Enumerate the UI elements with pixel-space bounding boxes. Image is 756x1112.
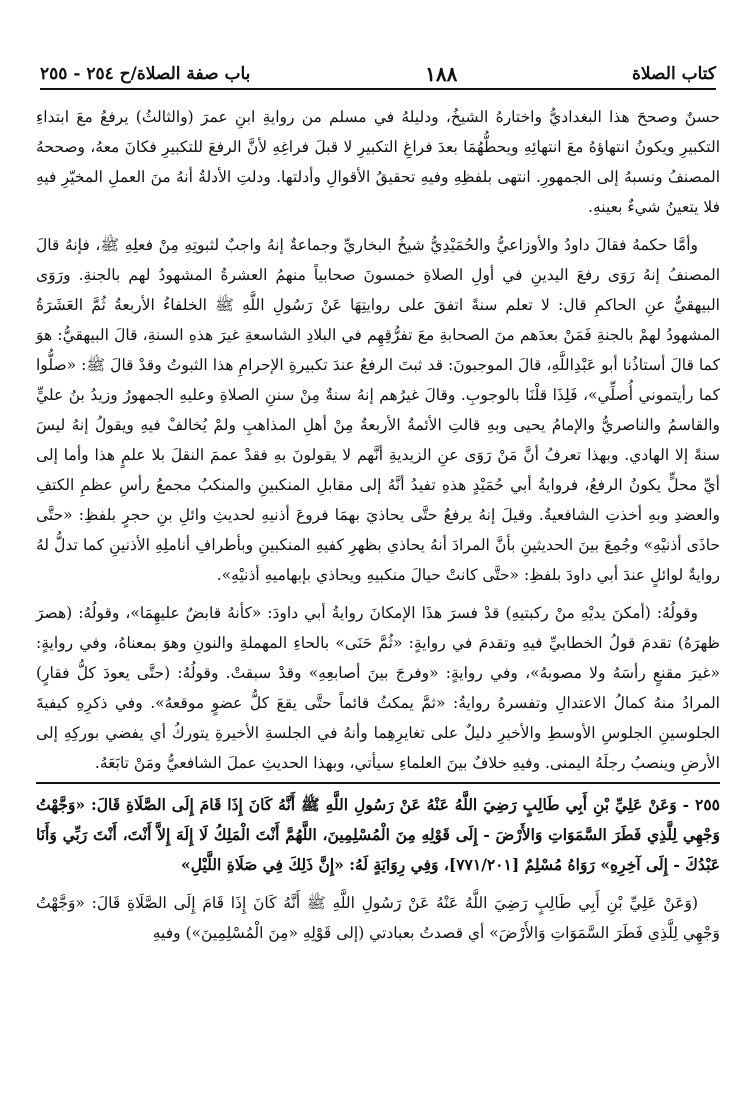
paragraph: حسنٌ وصححَ هذا البغداديُّ واختارهُ الشيخُ، ودليلهُ في مسلم من روايةِ ابنِ عمرَ (والثالثُ) يرفعُ معَ ابتداءِ التكبيرِ ويكونُ انتهاؤهُ معَ انتهائِهِ ويحطُّهُمَا بعدَ فراغِ التكبيرِ لا قبلَ فراغِهِ لأنَّ الرفعَ للتكبيرِ فكانَ معهُ، وصححهُ المصنفُ ونسبهُ إلى الجمهورِ. انتهى بلفظِهِ وفيهِ تحقيقُ الأقوالِ وأدلتها. ودلتِ الأدلةُ أنهُ منَ العملِ المخيّرِ فيهِ فلا يتعينُ شيءٌ بعينهِ. <box>36 108 720 216</box>
book-title: كتاب الصلاة <box>631 64 716 84</box>
section-divider <box>36 782 720 784</box>
hadith-text: ٢٥٥ - وَعَنْ عَلِيِّ بْنِ أَبِي طَالِبٍ رَضِيَ اللَّهُ عَنْهُ عَنْ رَسُولِ اللَّهِ ﷺ أَنَّهُ كَانَ إِذَا قَامَ إِلَى الصَّلَاةِ قَالَ: «وَجَّهْتُ وَجْهِي لِلَّذِي فَطَرَ السَّمَوَاتِ وَالأَرْضَ - إِلَى قَوْلِهِ مِنَ الْمُسْلِمِينَ، اللَّهُمَّ أَنْتَ الْمَلِكُ لَا إِلَهَ إِلاَّ أَنْتَ، أَنْتَ رَبِّي وَأَنَا عَبْدُكَ - إِلَى آخِرِهِ» رَوَاهُ مُسْلِمٌ [٧٧١/٢٠١]، وَفِي رِوَايَةٍ لَهُ: «إِنَّ ذَلِكَ فِي صَلَاةِ اللَّيْلِ» <box>36 795 720 874</box>
hadith-commentary: (وَعَنْ عَلِيِّ بْنِ أَبِي طَالِبٍ رَضِيَ اللَّهُ عَنْهُ عَنْ رَسُولِ اللَّهِ ﷺ أَنَّهُ كَانَ إِذَا قَامَ إِلَى الصَّلَاةِ قَالَ: «وَجَّهْتُ وَجْهِي لِلَّذِي فَطَرَ السَّمَوَاتِ وَالأَرْضَ» أي قصدتُ بعبادتي (إلى قَوْلِهِ «مِنَ الْمُسْلِمِينَ») وفيهِ <box>36 894 720 942</box>
chapter-reference: باب صفة الصلاة/ح ٢٥٤ - ٢٥٥ <box>40 64 251 84</box>
page-body <box>36 102 720 952</box>
running-header <box>40 60 716 90</box>
paragraph: وقولُهُ: (أمكنَ يديْهِ منْ ركبتيهِ) قدْ فسرَ هذَا الإمكانَ روايةُ أبي داودَ: «كأنهُ قابضٌ عليهِمَا»، وقولُهُ: (هصرَ ظهرَهُ) تقدمَ قولُ الخطابيِّ فيهِ وتقدمَ في روايةٍ: «ثُمَّ حَنَى» بالحاءِ المهملةِ والنونِ وهوَ بمعناهُ، وفي روايةٍ: «غيرَ مقنعٍ رأسَهُ ولا مصوبهُ»، وفي روايةٍ: «وفرجَ بينَ أصابعِهِ» وقدْ سبقتْ. وقولُهُ: (حتَّى يعودَ كلُّ فقارٍ) المرادُ منهُ كمالُ الاعتدالِ وتفسرهُ روايةُ: «ثمَّ يمكثُ قائماً حتَّى يقعَ كلُّ عضوٍ موقعهُ». وفي ذكرِهِ كيفيةَ الجلوسينِ الجلوسِ الأوسطِ والأخيرِ دليلٌ على تغايرِهِما وأنهُ في الجلسةِ الأخيرةِ يتوركُ أي يفضي بوركِهِ إلى الأرضِ وينصبُ رجلَهُ اليمنى. وفيهِ خلافٌ بينَ العلماءِ سيأتي، وبهذا الحديثِ عملَ الشافعيُّ ومَنْ تابَعَهُ. <box>36 604 720 772</box>
page-number: ١٨٨ <box>425 62 458 86</box>
paragraph: وأمَّا حكمهُ فقالَ داودُ والأوزاعيُّ والحُمَيْدِيُّ شيخُ البخاريِّ وجماعةٌ إنهُ واجبٌ لثبوتِهِ مِنْ فعلِهِ ﷺ، فإنهُ قالَ المصنفُ إنهُ رَوَى رفعَ اليدينِ في أولِ الصلاةِ خمسونَ صحابياً منهمُ العشرةُ المشهودُ لهم بالجنةِ. ورَوَى البيهقيُّ عنِ الحاكمِ قال: لا تعلم سنةً اتفقَ على روايتِهَا عَنْ رَسُولِ اللَّهِ ﷺ الخلفاءُ الأربعةُ ثُمَّ العَشَرَةُ المشهودُ لهمْ بالجنةِ فَمَنْ بعدَهم منَ الصحابةِ معَ تفرُّقِهِم في البلادِ الشاسعةِ غيرَ هذهِ السنةِ، قالَ البيهقيُّ: هوَ كما قالَ أستاذُنا أبو عَبْدِاللَّهِ، قالَ الموجبونَ: قد ثبتَ الرفعُ عندَ تكبيرةِ الإحرامِ هذا الثبوتُ وقدْ قالَ ﷺ: «صلُّوا كما رأيتموني أُصلِّي»، فَلِذَا قلْنَا بالوجوبِ. وقالَ غيرُهم إنهُ سنةٌ مِنْ سننِ الصلاةِ وعليهِ الجمهورُ وزيدُ بنُ عليٍّ والقاسمُ والناصريُّ والإمامُ يحيى وبهِ قالتِ الأئمةُ الأربعةُ مِنْ أهلِ المذاهبِ ولمْ يُخالفْ فيهِ ويقولُ إنهُ ليسَ سنةً إلا الهادي. وبهذا تعرفُ أنَّ مَنْ رَوَى عنِ الزيديةِ أنَّهم لا يقولونَ بهِ فقدْ عممَ النقلَ بلا علمٍ هذا وأما إلى أيِّ محلٍّ يكونُ الرفعُ، فروايةُ أبي حُمَيْدٍ هذهِ تفيدُ أنَّهُ إلى مقابلِ المنكبينِ والمنكبُ مجمعُ رأسِ عظمِ الكتفِ والعضدِ وبهِ أخذتِ الشافعيةُ. وقيلَ إنهُ يرفعُ حتَّى يحاذيَ بهمَا فروعَ أذنيهِ لحديثِ وائلِ بنِ حجرٍ بلفظِ: «حتَّى حاذَى أذنيْهِ» وجُمِعَ بينَ الحديثينِ بأنَّ المرادَ أنهُ يحاذي بظهرِ كفيهِ المنكبينِ وبأطرافِ أناملِهِ الأذنينِ كما تدلُّ لهُ روايةٌ لوائلٍ عندَ أبي داودَ بلفظِ: «حتَّى كانتْ حيالَ منكبيهِ ويحاذي بإبهاميهِ أذنيْهِ». <box>36 236 720 584</box>
